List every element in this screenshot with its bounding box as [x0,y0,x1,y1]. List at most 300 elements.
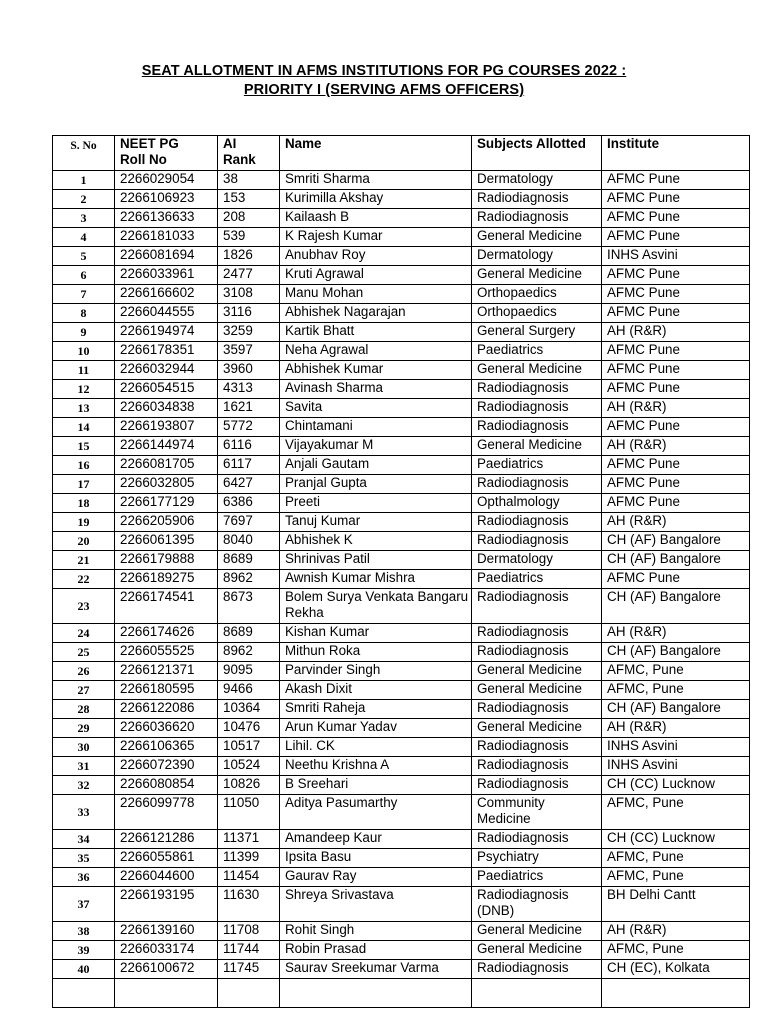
table-row [53,551,750,570]
cell-name: Shreya Srivastava [280,887,472,922]
cell-sno: 21 [53,551,115,570]
cell-name: B Sreehari [280,776,472,795]
cell-subject: Paediatrics [472,456,602,475]
cell-name: Anjali Gautam [280,456,472,475]
cell-sno: 4 [53,228,115,247]
cell-institute: AH (R&R) [602,719,750,738]
seat-allotment-table [52,135,750,1008]
cell-rank: 38 [218,171,280,190]
cell-subject: General Medicine [472,662,602,681]
cell-name: Smriti Sharma [280,171,472,190]
cell-subject: Radiodiagnosis [472,643,602,662]
cell-sno: 20 [53,532,115,551]
cell-roll-no: 2266099778 [115,795,218,830]
cell-name: Manu Mohan [280,285,472,304]
cell-subject: General Medicine [472,681,602,700]
cell-name: Gaurav Ray [280,868,472,887]
cell-sno: 36 [53,868,115,887]
cell-roll-no: 2266174626 [115,624,218,643]
cell-roll-no: 2266174541 [115,589,218,624]
cell-rank: 11630 [218,887,280,922]
cell-sno: 31 [53,757,115,776]
cell-subject: General Medicine [472,719,602,738]
cell-roll-no: 2266044600 [115,868,218,887]
cell-name: Anubhav Roy [280,247,472,266]
cell-rank: 2477 [218,266,280,285]
cell-institute: AFMC Pune [602,418,750,437]
cell-name: Abhishek Kumar [280,361,472,380]
table-row [53,513,750,532]
table-row [53,437,750,456]
cell-sno: 11 [53,361,115,380]
cell-institute: INHS Asvini [602,738,750,757]
cell-institute: CH (AF) Bangalore [602,643,750,662]
cell-roll-no: 2266044555 [115,304,218,323]
cell-subject: Dermatology [472,551,602,570]
cell-subject: Radiodiagnosis (DNB) [472,887,602,922]
document-title-line1: SEAT ALLOTMENT IN AFMS INSTITUTIONS FOR PG COURSES 2022 : [141,63,627,79]
cell-institute: AFMC Pune [602,570,750,589]
cell-name: Kruti Agrawal [280,266,472,285]
cell-name: Mithun Roka [280,643,472,662]
cell-roll-no: 2266205906 [115,513,218,532]
table-row [53,342,750,361]
cell-roll-no: 2266100672 [115,960,218,979]
cell-subject: Radiodiagnosis [472,209,602,228]
cell-roll-no: 2266033961 [115,266,218,285]
cell-sno: 22 [53,570,115,589]
empty-cell [218,979,280,1008]
cell-institute: AFMC Pune [602,475,750,494]
cell-roll-no: 2266179888 [115,551,218,570]
cell-subject: Radiodiagnosis [472,757,602,776]
cell-rank: 10517 [218,738,280,757]
cell-rank: 10826 [218,776,280,795]
cell-institute: AFMC Pune [602,171,750,190]
cell-sno: 33 [53,795,115,830]
empty-cell [602,979,750,1008]
cell-institute: AFMC Pune [602,494,750,513]
cell-rank: 11050 [218,795,280,830]
cell-rank: 8689 [218,624,280,643]
table-row [53,719,750,738]
cell-institute: AFMC, Pune [602,868,750,887]
cell-rank: 3597 [218,342,280,361]
cell-subject: General Medicine [472,266,602,285]
empty-cell [53,979,115,1008]
cell-subject: Orthopaedics [472,285,602,304]
table-row [53,266,750,285]
cell-institute: BH Delhi Cantt [602,887,750,922]
cell-subject: Radiodiagnosis [472,418,602,437]
cell-rank: 5772 [218,418,280,437]
cell-roll-no: 2266122086 [115,700,218,719]
empty-cell [115,979,218,1008]
cell-sno: 37 [53,887,115,922]
cell-name: Abhishek K [280,532,472,551]
cell-institute: AH (R&R) [602,437,750,456]
cell-sno: 32 [53,776,115,795]
cell-institute: CH (CC) Lucknow [602,830,750,849]
table-row [53,887,750,922]
cell-roll-no: 2266034838 [115,399,218,418]
cell-subject: Radiodiagnosis [472,190,602,209]
cell-roll-no: 2266029054 [115,171,218,190]
table-row [53,228,750,247]
cell-rank: 8689 [218,551,280,570]
cell-sno: 29 [53,719,115,738]
document-title-line2: PRIORITY I (SERVING AFMS OFFICERS) [243,82,525,98]
cell-sno: 40 [53,960,115,979]
table-row [53,849,750,868]
table-row [53,456,750,475]
header-subject: Subjects Allotted [472,136,602,171]
cell-roll-no: 2266139160 [115,922,218,941]
header-sno: S. No [53,136,115,171]
table-row [53,643,750,662]
cell-name: Vijayakumar M [280,437,472,456]
table-row [53,941,750,960]
cell-institute: AFMC, Pune [602,662,750,681]
cell-institute: AFMC, Pune [602,795,750,830]
cell-institute: AFMC, Pune [602,681,750,700]
cell-subject: General Medicine [472,922,602,941]
cell-name: Robin Prasad [280,941,472,960]
cell-name: Ipsita Basu [280,849,472,868]
cell-rank: 3108 [218,285,280,304]
cell-institute: CH (AF) Bangalore [602,589,750,624]
cell-name: Preeti [280,494,472,513]
table-row-empty [53,979,750,1008]
cell-institute: AH (R&R) [602,922,750,941]
header-roll-line1: NEET PG [120,136,179,151]
cell-roll-no: 2266106365 [115,738,218,757]
cell-sno: 8 [53,304,115,323]
cell-rank: 11744 [218,941,280,960]
cell-roll-no: 2266036620 [115,719,218,738]
cell-roll-no: 2266181033 [115,228,218,247]
cell-sno: 9 [53,323,115,342]
cell-subject: Radiodiagnosis [472,513,602,532]
cell-institute: AFMC Pune [602,342,750,361]
cell-institute: AFMC, Pune [602,849,750,868]
table-row [53,190,750,209]
header-roll-line2: Roll No [120,152,167,167]
table-row [53,922,750,941]
cell-institute: AFMC Pune [602,266,750,285]
cell-name: Arun Kumar Yadav [280,719,472,738]
table-row [53,418,750,437]
cell-sno: 28 [53,700,115,719]
cell-subject: Radiodiagnosis [472,738,602,757]
cell-institute: INHS Asvini [602,247,750,266]
table-row [53,700,750,719]
cell-sno: 23 [53,589,115,624]
cell-sno: 5 [53,247,115,266]
cell-name: Neha Agrawal [280,342,472,361]
cell-name: Kartik Bhatt [280,323,472,342]
cell-roll-no: 2266178351 [115,342,218,361]
cell-name: Amandeep Kaur [280,830,472,849]
cell-institute: AH (R&R) [602,624,750,643]
header-roll-no [115,136,218,171]
cell-rank: 10524 [218,757,280,776]
cell-name: Aditya Pasumarthy [280,795,472,830]
cell-rank: 8962 [218,570,280,589]
cell-roll-no: 2266081694 [115,247,218,266]
cell-roll-no: 2266081705 [115,456,218,475]
table-row [53,399,750,418]
cell-name: Abhishek Nagarajan [280,304,472,323]
cell-rank: 6427 [218,475,280,494]
cell-subject: Radiodiagnosis [472,399,602,418]
cell-rank: 3960 [218,361,280,380]
cell-roll-no: 2266121371 [115,662,218,681]
cell-name: Kishan Kumar [280,624,472,643]
cell-sno: 2 [53,190,115,209]
header-institute: Institute [602,136,750,171]
table-row [53,171,750,190]
table-row [53,624,750,643]
cell-sno: 24 [53,624,115,643]
table-row [53,570,750,589]
cell-name: Saurav Sreekumar Varma [280,960,472,979]
cell-sno: 39 [53,941,115,960]
cell-roll-no: 2266144974 [115,437,218,456]
table-row [53,494,750,513]
cell-subject: Radiodiagnosis [472,624,602,643]
cell-roll-no: 2266180595 [115,681,218,700]
cell-subject: Orthopaedics [472,304,602,323]
cell-name: Bolem Surya Venkata Bangaru Rekha [280,589,472,624]
cell-sno: 10 [53,342,115,361]
cell-subject: Dermatology [472,247,602,266]
cell-subject: Dermatology [472,171,602,190]
cell-rank: 8040 [218,532,280,551]
cell-name: Smriti Raheja [280,700,472,719]
cell-institute: AFMC Pune [602,190,750,209]
cell-rank: 9466 [218,681,280,700]
cell-rank: 8673 [218,589,280,624]
cell-institute: AFMC Pune [602,380,750,399]
cell-institute: AFMC Pune [602,456,750,475]
cell-rank: 6386 [218,494,280,513]
cell-rank: 1826 [218,247,280,266]
table-row [53,868,750,887]
cell-subject: Radiodiagnosis [472,589,602,624]
table-row [53,209,750,228]
cell-rank: 9095 [218,662,280,681]
cell-subject: Radiodiagnosis [472,960,602,979]
table-row [53,738,750,757]
cell-name: Akash Dixit [280,681,472,700]
cell-rank: 6116 [218,437,280,456]
cell-roll-no: 2266072390 [115,757,218,776]
cell-subject: Radiodiagnosis [472,380,602,399]
cell-institute: CH (AF) Bangalore [602,700,750,719]
cell-sno: 12 [53,380,115,399]
cell-rank: 208 [218,209,280,228]
cell-roll-no: 2266054515 [115,380,218,399]
cell-rank: 7697 [218,513,280,532]
cell-roll-no: 2266166602 [115,285,218,304]
cell-subject: Radiodiagnosis [472,532,602,551]
cell-name: Shrinivas Patil [280,551,472,570]
cell-rank: 6117 [218,456,280,475]
table-row [53,285,750,304]
cell-name: Pranjal Gupta [280,475,472,494]
cell-sno: 38 [53,922,115,941]
cell-rank: 4313 [218,380,280,399]
cell-sno: 25 [53,643,115,662]
cell-institute: AFMC Pune [602,361,750,380]
cell-institute: CH (CC) Lucknow [602,776,750,795]
cell-rank: 153 [218,190,280,209]
cell-rank: 11708 [218,922,280,941]
cell-subject: General Medicine [472,361,602,380]
cell-rank: 539 [218,228,280,247]
cell-sno: 14 [53,418,115,437]
cell-sno: 27 [53,681,115,700]
cell-institute: CH (AF) Bangalore [602,532,750,551]
cell-institute: AFMC Pune [602,285,750,304]
empty-cell [472,979,602,1008]
cell-sno: 19 [53,513,115,532]
header-name: Name [280,136,472,171]
cell-subject: Opthalmology [472,494,602,513]
cell-roll-no: 2266055525 [115,643,218,662]
table-row [53,757,750,776]
cell-roll-no: 2266080854 [115,776,218,795]
table-row [53,532,750,551]
cell-sno: 15 [53,437,115,456]
cell-name: K Rajesh Kumar [280,228,472,247]
cell-name: Lihil. CK [280,738,472,757]
cell-subject: Radiodiagnosis [472,830,602,849]
cell-roll-no: 2266194974 [115,323,218,342]
cell-rank: 10364 [218,700,280,719]
cell-institute: AH (R&R) [602,513,750,532]
empty-cell [280,979,472,1008]
table-row [53,662,750,681]
cell-institute: AFMC, Pune [602,941,750,960]
cell-sno: 16 [53,456,115,475]
cell-sno: 17 [53,475,115,494]
cell-subject: Radiodiagnosis [472,475,602,494]
header-rank-line2: Rank [223,152,256,167]
cell-subject: General Medicine [472,228,602,247]
cell-roll-no: 2266032944 [115,361,218,380]
table-row [53,830,750,849]
cell-name: Chintamani [280,418,472,437]
cell-subject: Paediatrics [472,570,602,589]
cell-sno: 13 [53,399,115,418]
table-row [53,795,750,830]
table-row [53,304,750,323]
table-row [53,361,750,380]
cell-roll-no: 2266106923 [115,190,218,209]
cell-subject: General Medicine [472,437,602,456]
cell-subject: Radiodiagnosis [472,776,602,795]
cell-institute: AFMC Pune [602,209,750,228]
cell-subject: General Surgery [472,323,602,342]
cell-rank: 11399 [218,849,280,868]
cell-subject: Paediatrics [472,868,602,887]
cell-rank: 3259 [218,323,280,342]
table-row [53,475,750,494]
cell-rank: 3116 [218,304,280,323]
cell-name: Savita [280,399,472,418]
cell-institute: CH (AF) Bangalore [602,551,750,570]
cell-rank: 11745 [218,960,280,979]
cell-roll-no: 2266033174 [115,941,218,960]
cell-institute: CH (EC), Kolkata [602,960,750,979]
table-row [53,681,750,700]
header-rank-line1: AI [223,136,237,151]
cell-sno: 30 [53,738,115,757]
cell-roll-no: 2266061395 [115,532,218,551]
table-row [53,776,750,795]
cell-sno: 6 [53,266,115,285]
cell-roll-no: 2266032805 [115,475,218,494]
cell-institute: AH (R&R) [602,323,750,342]
cell-rank: 1621 [218,399,280,418]
cell-rank: 11371 [218,830,280,849]
cell-roll-no: 2266177129 [115,494,218,513]
cell-subject: General Medicine [472,941,602,960]
cell-name: Kailaash B [280,209,472,228]
cell-name: Avinash Sharma [280,380,472,399]
table-row [53,247,750,266]
cell-subject: Radiodiagnosis [472,700,602,719]
cell-roll-no: 2266136633 [115,209,218,228]
table-row [53,589,750,624]
cell-institute: AH (R&R) [602,399,750,418]
cell-roll-no: 2266121286 [115,830,218,849]
header-rank [218,136,280,171]
cell-subject: Community Medicine [472,795,602,830]
cell-roll-no: 2266055861 [115,849,218,868]
cell-sno: 7 [53,285,115,304]
table-header-row [53,136,750,171]
cell-name: Neethu Krishna A [280,757,472,776]
cell-sno: 34 [53,830,115,849]
cell-name: Parvinder Singh [280,662,472,681]
cell-sno: 3 [53,209,115,228]
cell-roll-no: 2266193195 [115,887,218,922]
cell-name: Rohit Singh [280,922,472,941]
cell-name: Awnish Kumar Mishra [280,570,472,589]
cell-subject: Paediatrics [472,342,602,361]
cell-roll-no: 2266189275 [115,570,218,589]
table-row [53,960,750,979]
cell-name: Kurimilla Akshay [280,190,472,209]
cell-name: Tanuj Kumar [280,513,472,532]
table-row [53,380,750,399]
cell-roll-no: 2266193807 [115,418,218,437]
cell-sno: 35 [53,849,115,868]
cell-institute: INHS Asvini [602,757,750,776]
cell-rank: 10476 [218,719,280,738]
cell-sno: 18 [53,494,115,513]
cell-rank: 11454 [218,868,280,887]
cell-institute: AFMC Pune [602,228,750,247]
cell-sno: 26 [53,662,115,681]
cell-rank: 8962 [218,643,280,662]
cell-subject: Psychiatry [472,849,602,868]
table-row [53,323,750,342]
cell-institute: AFMC Pune [602,304,750,323]
